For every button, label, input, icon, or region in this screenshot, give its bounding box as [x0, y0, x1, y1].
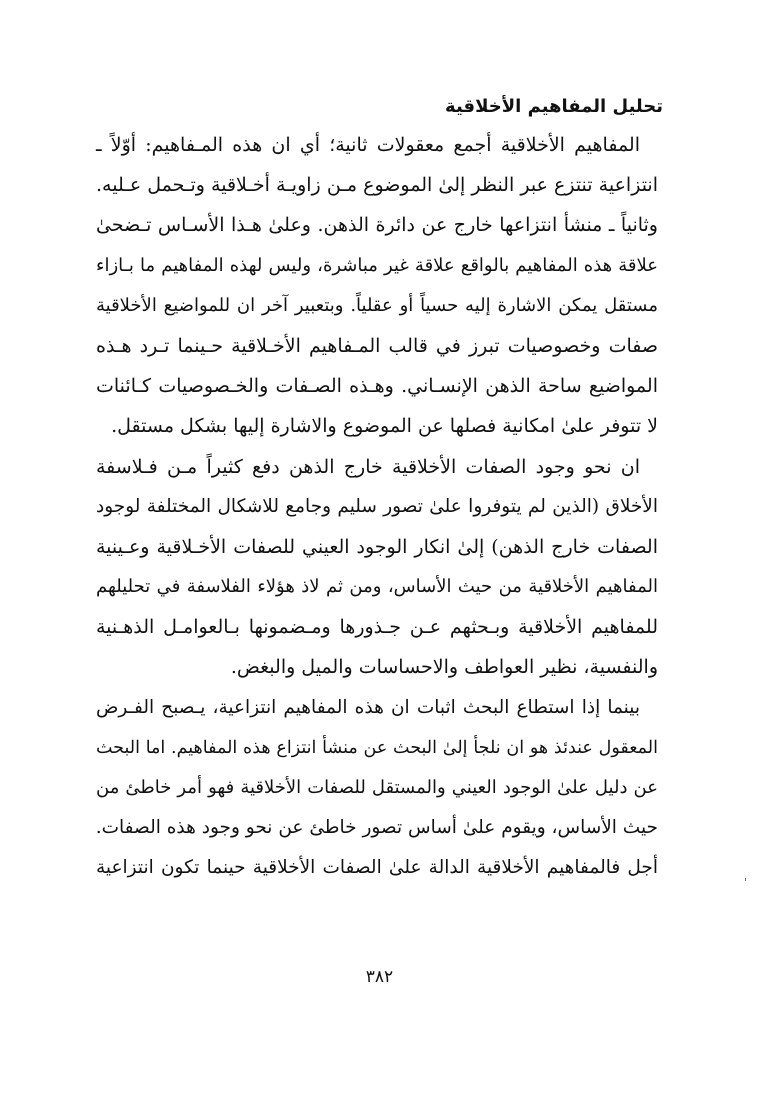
text-line: عن دليل علىٰ الوجود العيني والمستقل للصفات الأخلاقية فهو أمر خاطئ من: [96, 777, 658, 798]
text-line: بينما إذا استطاع البحث اثبات ان هذه المفاهيم انتزاعية، يـصبح الفـرض: [96, 696, 640, 718]
running-head: تحليل المفاهيم الأخلاقية: [445, 96, 663, 117]
text-line: علاقة هذه المفاهيم بالواقع علاقة غير مباشرة، وليس لهذه المفاهيم ما بـازاء: [96, 254, 658, 276]
text-line: الصفات خارج الذهن) إلىٰ انكار الوجود العيني للصفات الأخـلاقية وعـينية: [96, 535, 658, 558]
text-line: ان نحو وجود الصفات الأخلاقية خارج الذهن دفع كثيراً مـن فـلاسفة: [96, 455, 640, 478]
text-line: الأخلاق (الذين لم يتوفروا علىٰ تصور سليم وجامع للاشكال المختلفة لوجود: [96, 495, 658, 517]
text-line: مستقل يمكن الاشارة إليه حسياً أو عقلياً. وبتعبير آخر ان للمواضيع الأخلاقية: [96, 294, 658, 316]
body-text: [96, 125, 658, 889]
text-line: وثانياً ـ منشأ انتزاعها خارج عن دائرة الذهن. وعلىٰ هـذا الأسـاس تـضحىٰ: [96, 214, 658, 237]
text-line: المعقول عندئذ هو ان نلجأ إلىٰ البحث عن منشأ انتزاع هذه المفاهيم. اما البحث: [96, 737, 658, 758]
text-line: للمفاهيم الأخلاقية وبـحثهم عـن جـذورها ومـضمونها بـالعوامـل الذهـنية: [96, 616, 658, 639]
text-line: حيث الأساس، ويقوم علىٰ أساس تصور خاطئ عن نحو وجود هذه الصفات.: [95, 817, 658, 839]
text-line: انتزاعية تنتزع عبر النظر إلىٰ الموضوع مـن زاويـة أخـلاقية وتـحمل عـليه.: [96, 174, 658, 197]
page-number: ٣٨٢: [365, 967, 394, 987]
margin-mark: [745, 878, 746, 881]
text-line: أجل فالمفاهيم الأخلاقية الدالة علىٰ الصفات الأخلاقية حينما تكون انتزاعية: [96, 857, 658, 879]
text-line: صفات وخصوصيات تبرز في قالب المـفاهيم الأخـلاقية حـينما تـرد هـذه: [96, 334, 658, 357]
text-line: المواضيع ساحة الذهن الإنسـاني. وهـذه الصـفات والخـصوصيات كـائنات: [96, 375, 658, 398]
text-line: المفاهيم الأخلاقية أجمع معقولات ثانية؛ أي ان هذه المـفاهيم: أوّلاً ـ: [96, 134, 640, 156]
text-line: لا تتوفر علىٰ امكانية فصلها عن الموضوع والاشارة إليها بشكل مستقل.: [111, 415, 658, 438]
text-line: والنفسية، نظير العواطف والاحساسات والميل والبغض.: [230, 656, 658, 679]
text-line: المفاهيم الأخلاقية من حيث الأساس، ومن ثم لاذ هؤلاء الفلاسفة في تحليلهم: [96, 576, 658, 598]
